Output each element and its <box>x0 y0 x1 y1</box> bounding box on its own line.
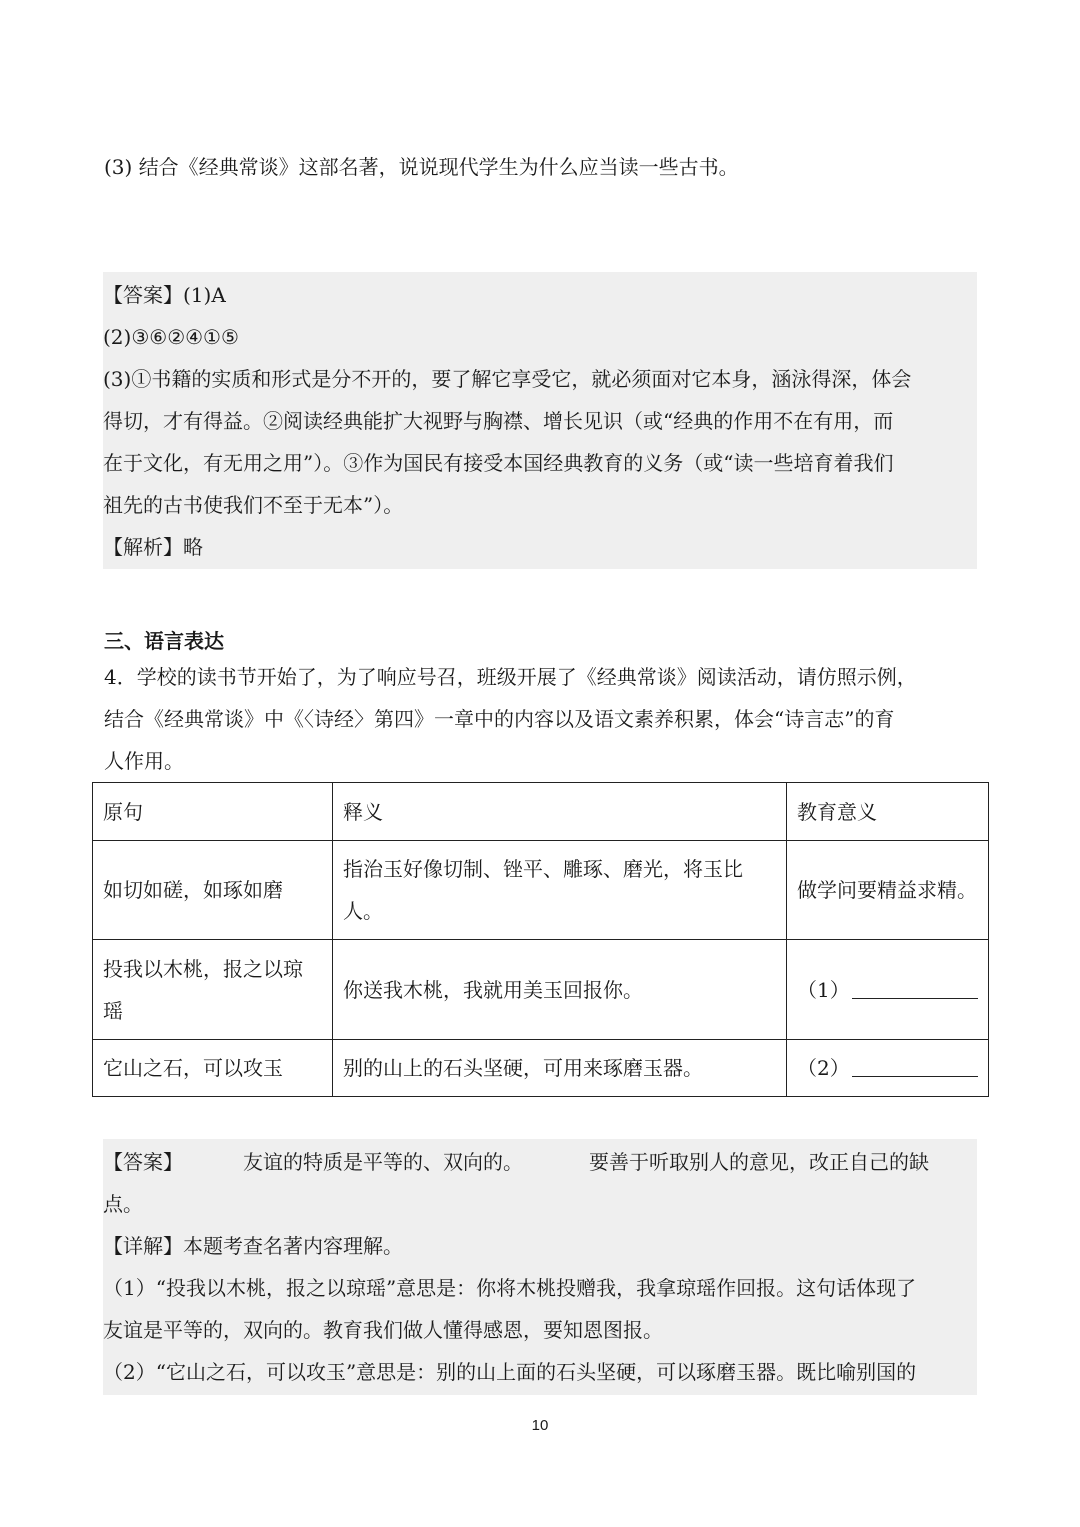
table-row <box>93 940 989 1040</box>
answer-label: 【答案】 <box>103 1150 183 1174</box>
question-4-line: 人作用。 <box>104 749 184 773</box>
table-cell: 投我以木桃，报之以琼瑶 <box>93 940 333 1040</box>
question-3: (3) 结合《经典常谈》这部名著，说说现代学生为什么应当读一些古书。 <box>104 155 739 179</box>
table-cell <box>787 940 989 1040</box>
question-4-line: 结合《经典常谈》中《〈诗经〉第四》一章中的内容以及语文素养积累，体会“诗言志”的育 <box>104 707 895 731</box>
table-cell: 你送我木桃，我就用美玉回报你。 <box>333 940 787 1040</box>
answer-part-1: 友谊的特质是平等的、双向的。 <box>243 1150 523 1174</box>
table-header-cell: 原句 <box>93 783 333 841</box>
detail-line: 【详解】本题考查名著内容理解。 <box>103 1234 403 1258</box>
answer-line: 得切，才有得益。②阅读经典能扩大视野与胸襟、增长见识（或“经典的作用不在有用，而 <box>103 409 894 433</box>
answer-line: 祖先的古书使我们不至于无本”）。 <box>103 493 404 517</box>
table-header-row <box>93 783 989 841</box>
question-4-line: 4．学校的读书节开始了，为了响应号召，班级开展了《经典常谈》阅读活动，请仿照示例， <box>104 665 917 689</box>
analysis-line: 【解析】略 <box>103 535 203 559</box>
table-cell <box>787 1040 989 1097</box>
answer-line: (3)①书籍的实质和形式是分不开的，要了解它享受它，就必须面对它本身，涵泳得深，体会 <box>103 367 912 391</box>
table-row <box>93 1040 989 1097</box>
table-cell: 它山之石，可以攻玉 <box>93 1040 333 1097</box>
table-header-cell: 教育意义 <box>787 783 989 841</box>
answer-line <box>103 1149 929 1175</box>
answer-line: (2)③⑥②④①⑤ <box>103 325 239 349</box>
table-header-cell: 释义 <box>333 783 787 841</box>
answer-blank[interactable] <box>852 978 978 999</box>
answer-line: 点。 <box>103 1192 143 1216</box>
poem-table <box>92 782 989 1097</box>
table-cell: 做学问要精益求精。 <box>787 841 989 940</box>
detail-line: （2）“它山之石，可以攻玉”意思是：别的山上面的石头坚硬，可以琢磨玉器。既比喻别国的 <box>103 1360 917 1384</box>
answer-box-2 <box>103 1139 977 1395</box>
table-cell: 指治玉好像切制、锉平、雕琢、磨光，将玉比人。 <box>333 841 787 940</box>
answer-box-1 <box>103 272 977 569</box>
blank-label: （1） <box>797 977 850 1002</box>
answer-line: 【答案】(1)A <box>103 283 226 307</box>
answer-part-2: 要善于听取别人的意见，改正自己的缺 <box>589 1150 929 1174</box>
answer-blank[interactable] <box>852 1056 978 1077</box>
answer-line: 在于文化，有无用之用”）。③作为国民有接受本国经典教育的义务（或“读一些培育着我们 <box>103 451 894 475</box>
table-row <box>93 841 989 940</box>
table-cell: 如切如磋，如琢如磨 <box>93 841 333 940</box>
table-cell: 别的山上的石头坚硬，可用来琢磨玉器。 <box>333 1040 787 1097</box>
detail-line: 友谊是平等的，双向的。教育我们做人懂得感恩，要知恩图报。 <box>103 1318 663 1342</box>
section-heading: 三、语言表达 <box>104 629 224 653</box>
detail-line: （1）“投我以木桃，报之以琼瑶”意思是：你将木桃投赠我，我拿琼瑶作回报。这句话体现了 <box>103 1276 917 1300</box>
page-number: 10 <box>531 1417 549 1434</box>
blank-label: （2） <box>797 1056 850 1080</box>
